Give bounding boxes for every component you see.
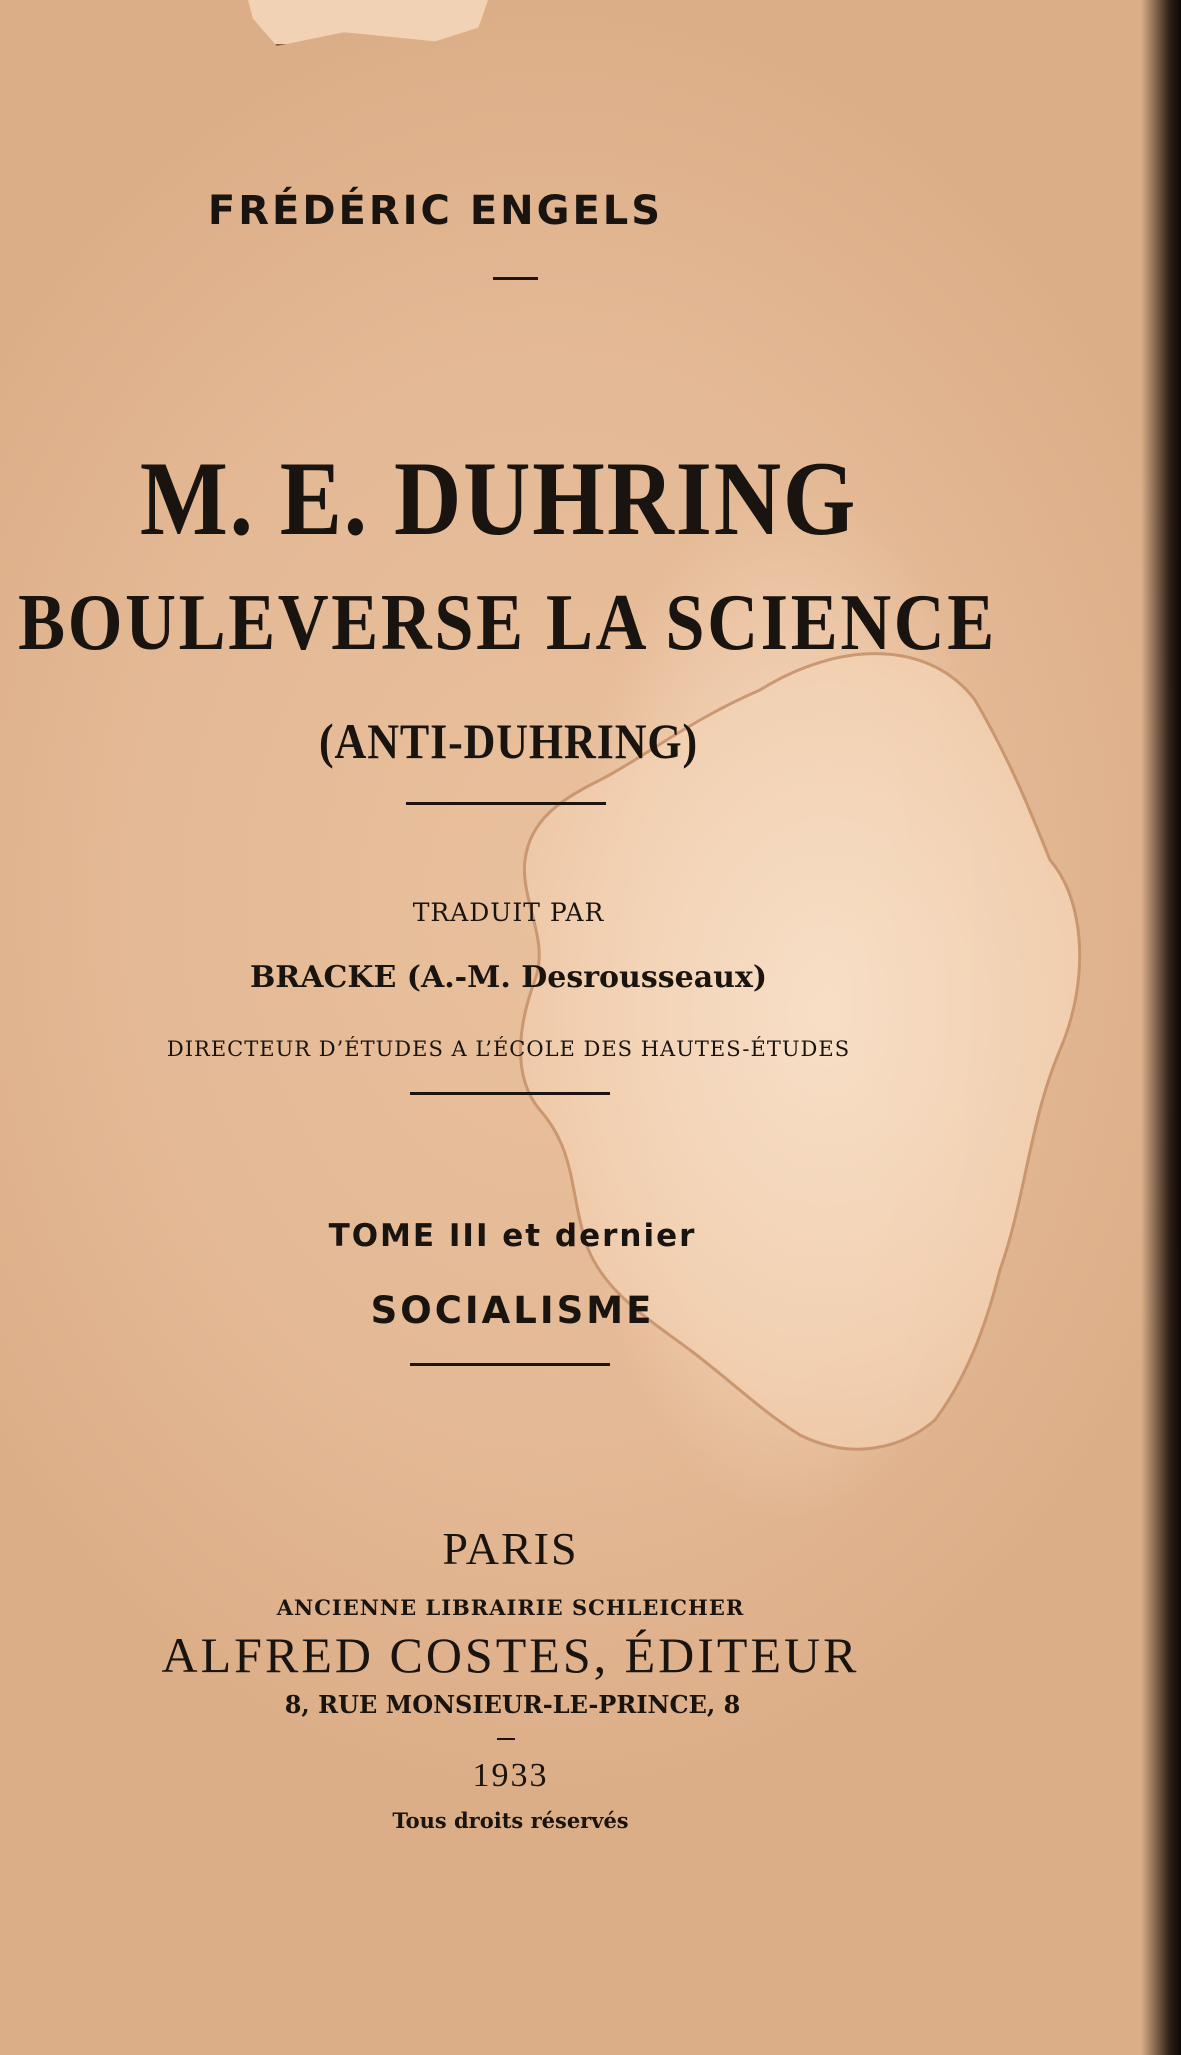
volume-title: SOCIALISME <box>370 1289 655 1332</box>
separator-rule <box>410 1092 610 1095</box>
imprint-city: PARIS <box>442 1523 579 1574</box>
rights-notice: Tous droits réservés <box>392 1808 629 1833</box>
publication-year: 1933 <box>472 1757 549 1794</box>
translator-name: BRACKE (A.-M. Desrousseaux) <box>249 960 768 995</box>
alternate-title: (ANTI-DUHRING) <box>319 713 698 769</box>
page-edge-shadow <box>1141 0 1181 2055</box>
book-subtitle: BOULEVERSE LA SCIENCE <box>18 579 997 667</box>
imprint-address: 8, RUE MONSIEUR-LE-PRINCE, 8 <box>284 1690 741 1719</box>
book-title: M. E. DUHRING <box>139 440 858 557</box>
imprint-library: ANCIENNE LIBRAIRIE SCHLEICHER <box>276 1595 745 1620</box>
translated-by-label: TRADUIT PAR <box>412 898 605 927</box>
imprint-publisher: ALFRED COSTES, ÉDITEUR <box>161 1627 860 1683</box>
separator-rule <box>410 1363 610 1366</box>
separator-rule <box>497 1738 515 1740</box>
author-name: FRÉDÉRIC ENGELS <box>207 188 664 234</box>
separator-rule <box>406 802 606 805</box>
volume-label: TOME III et dernier <box>328 1218 697 1254</box>
translator-role: DIRECTEUR D’ÉTUDES A L’ÉCOLE DES HAUTES-ÉTUDES <box>166 1037 851 1061</box>
separator-rule <box>493 277 538 280</box>
